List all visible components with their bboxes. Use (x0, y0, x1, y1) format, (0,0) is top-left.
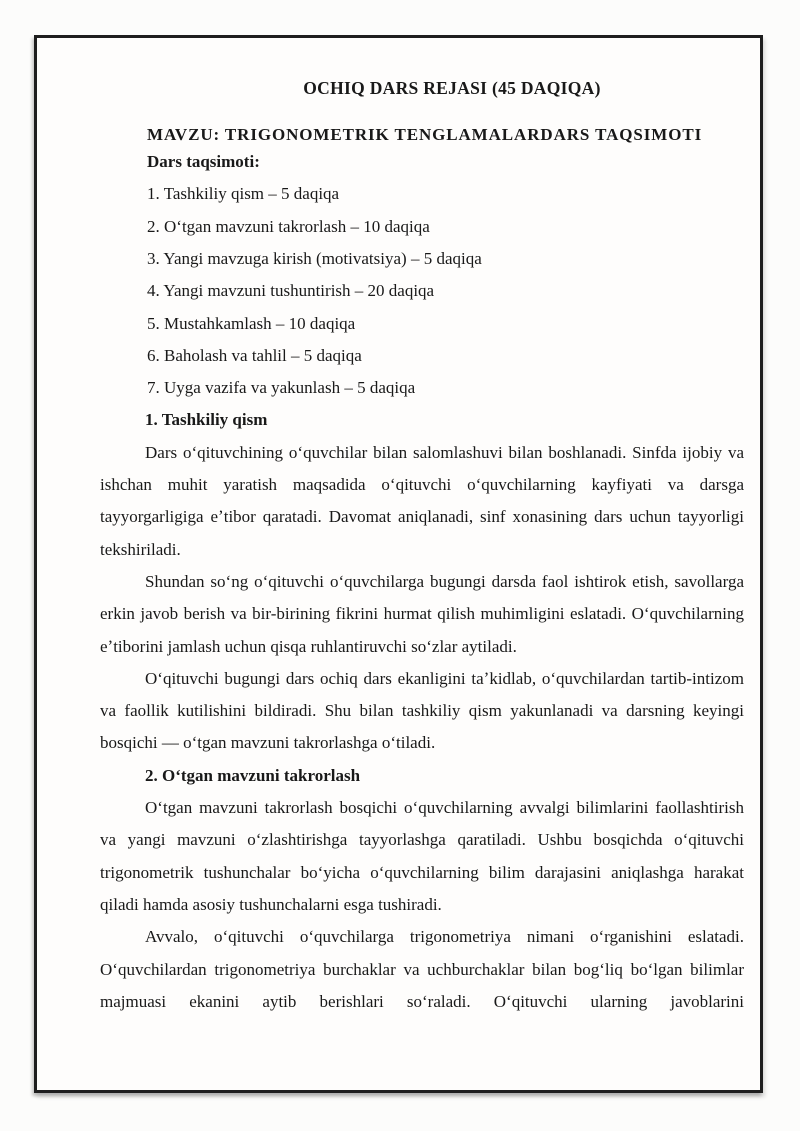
document-content (100, 38, 744, 1018)
paragraph: Oʻtgan mavzuni takrorlash bosqichi oʻquvchilarning avvalgi bilimlarini faollashtirish va yangi mavzuni oʻzlashtirishga tayyorlashga qaratiladi. Ushbu bosqichda oʻqituvchi trigonometrik tushunchalar boʻyicha oʻquvchilarning bilim darajasini aniqlashga harakat qiladi hamda asosiy tushunchalarni esga tushiradi. (100, 798, 744, 914)
subject-block (147, 122, 744, 175)
paragraph: Oʻqituvchi bugungi dars ochiq dars ekanligini taʼkidlab, oʻquvchilardan tartib-intizom va faollik kutilishini bildiradi. Shu bilan tashkiliy qism yakunlanadi va darsning keyingi bosqichi — oʻtgan mavzuni takrorlashga oʻtiladi. (100, 668, 744, 753)
paragraph: Avvalo, oʻqituvchi oʻquvchilarga trigonometriya nimani oʻrganishini eslatadi. Oʻquvchilardan trigonometriya burchaklar va uchburchaklar bilan bogʻliq boʻlgan bilimlar majmuasi ekanini aytib berishlari soʻraladi. Oʻqituvchi ularning javoblarini (100, 927, 744, 1011)
section-heading: 1. Tashkiliy qism (145, 410, 268, 430)
plan-item: 4. Yangi mavzuni tushuntirish – 20 daqiqa (147, 281, 435, 301)
plan-item: 6. Baholash va tahlil – 5 daqiqa (147, 345, 362, 365)
plan-item: 5. Mustahkamlash – 10 daqiqa (147, 313, 356, 333)
plan-item: 3. Yangi mavzuga kirish (motivatsiya) – 5 daqiqa (147, 249, 482, 268)
section-heading: 2. Oʻtgan mavzuni takrorlash (145, 765, 361, 785)
plan-item: 1. Tashkiliy qism – 5 daqiqa (147, 184, 340, 204)
subject-heading: MAVZU: TRIGONOMETRIK TENGLAMALARDARS TAQSIMOTI (147, 125, 703, 144)
paragraph: Dars oʻqituvchining oʻquvchilar bilan salomlashuvi bilan boshlanadi. Sinfda ijobiy va ishchan muhit yaratish maqsadida oʻqituvchi oʻquvchilarning kayfiyati va darsga tayyorgarligiga eʼtibor qaratadi. Davomat aniqlanadi, sinf xonasining dars uchun tayyorligi tekshiriladi. (100, 442, 744, 559)
page-title: OCHIQ DARS REJASI (45 DAQIQA) (303, 78, 601, 98)
plan-item: 7. Uyga vazifa va yakunlash – 5 daqiqa (147, 378, 416, 398)
document-page (34, 35, 763, 1093)
plan-list (147, 178, 744, 404)
paragraph: Shundan soʻng oʻqituvchi oʻquvchilarga bugungi darsda faol ishtirok etish, savollarga erkin javob berish va bir-birining fikrini hurmat qilish muhimligini eslatadi. Oʻquvchilarning eʼtiborini jamlash uchun qisqa ruhlantiruvchi soʻzlar aytiladi. (100, 571, 744, 656)
plan-label: Dars taqsimoti: (147, 151, 260, 171)
plan-item: 2. Oʻtgan mavzuni takrorlash – 10 daqiqa (147, 216, 430, 236)
